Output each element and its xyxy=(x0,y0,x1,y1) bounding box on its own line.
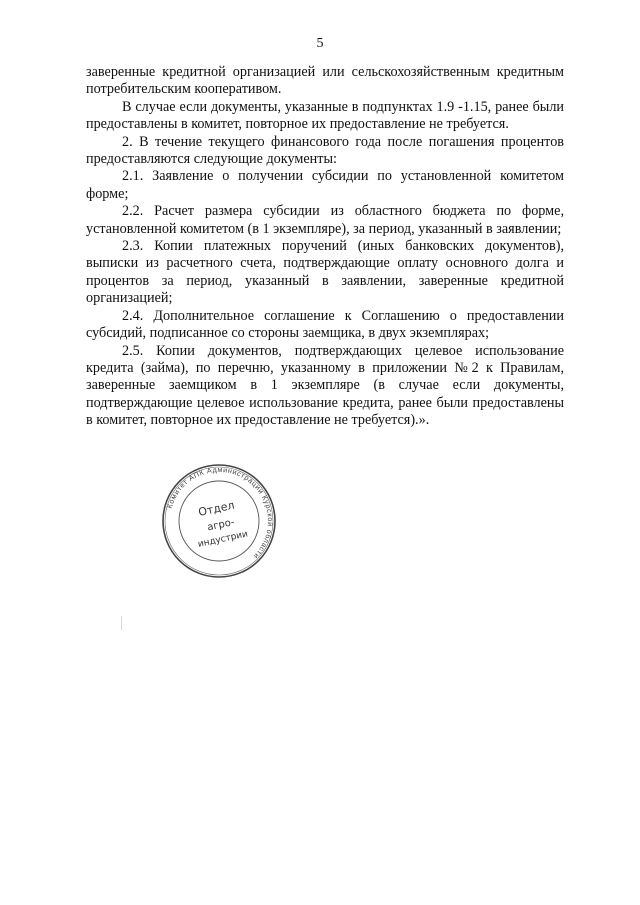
svg-text:индустрии: индустрии xyxy=(197,529,249,550)
official-stamp xyxy=(160,462,278,580)
svg-text:Комитет АПК Администрации Курс: Комитет АПК Администрации Курской области xyxy=(164,464,276,562)
document-body xyxy=(86,64,564,430)
paragraph-continuation: заверенные кредитной организацией или сельскохозяйственным кредитным потребительским кооперативом. xyxy=(86,64,564,98)
paragraph-section-2: 2. В течение текущего финансового года после погашения процентов предоставляются следующие документы: xyxy=(86,133,564,168)
svg-text:Отдел: Отдел xyxy=(197,498,236,519)
paragraph-2-2: 2.2. Расчет размера субсидии из областного бюджета по форме, установленной комитетом (в 1 экземпляре), за период, указанный в заявлении; xyxy=(86,203,564,237)
paragraph-2-3: 2.3. Копии платежных поручений (иных банковских документов), выписки из расчетного счета, подтверждающие оплату основного долга и процентов за период, указанный в заявлении, заверенные кредитной организацией; xyxy=(86,238,564,307)
paragraph-previously-provided: В случае если документы, указанные в подпунктах 1.9 -1.15, ранее были предоставлены в комитет, повторное их предоставление не требуется. xyxy=(86,98,564,133)
paragraph-2-5: 2.5. Копии документов, подтверждающих целевое использование кредита (займа), по перечню, указанному в приложении №2 к Правилам, заверенные заемщиком в 1 экземпляре (в случае если документы, подтверждающие целевое использование кредита, ранее были предоставлены в комитет, повторное их предоставление не требуется).». xyxy=(86,342,564,429)
svg-text:агро-: агро- xyxy=(206,516,236,534)
paragraph-2-4: 2.4. Дополнительное соглашение к Соглашению о предоставлении субсидий, подписанное со стороны заемщика, в двух экземплярах; xyxy=(86,307,564,342)
page-number: 5 xyxy=(316,36,324,51)
paragraph-2-1: 2.1. Заявление о получении субсидии по установленной комитетом форме; xyxy=(86,168,564,202)
scan-artifact xyxy=(121,616,122,630)
